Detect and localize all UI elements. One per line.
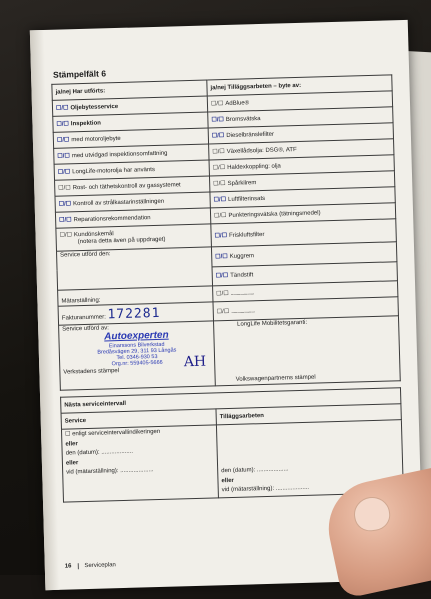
item-label: Växellådsolja: DSG®, ATF bbox=[226, 147, 297, 155]
footer-label: Serviceplan bbox=[84, 562, 116, 570]
item-label: .................... bbox=[231, 307, 255, 315]
page-footer bbox=[65, 562, 116, 569]
item-label: Dieselbränslefilter bbox=[226, 131, 275, 139]
next-service-col-left: Service bbox=[61, 409, 216, 429]
item-label: med motoroljebyte bbox=[71, 135, 121, 144]
checkbox-pair[interactable]: ☐/☐ bbox=[59, 232, 73, 240]
checkbox-pair[interactable]: ☐/☐ bbox=[210, 101, 224, 108]
checkbox-pair[interactable]: ☐/☐ bbox=[211, 133, 225, 140]
next-line[interactable]: den (datum): ................... bbox=[221, 466, 289, 475]
item-label: Bromsvätska bbox=[225, 116, 261, 123]
item-label: Spårkilrem bbox=[227, 180, 257, 187]
next-service-table bbox=[60, 387, 404, 502]
stamp-org: Org.nr: 559405-5666 bbox=[111, 360, 163, 368]
item-label: Inspektion bbox=[70, 120, 101, 128]
checkbox-pair[interactable]: ☐/☐ bbox=[214, 232, 228, 239]
checkbox-pair[interactable]: ☐/☐ bbox=[213, 197, 227, 204]
workshop-stamp-label: Verkstadens stämpel bbox=[63, 367, 120, 376]
page-content bbox=[51, 60, 403, 502]
checkbox-pair[interactable]: ☐/☐ bbox=[213, 181, 226, 188]
checkbox-pair[interactable]: ☐/☐ bbox=[211, 117, 224, 124]
item-label: LongLife-motorolja har använts bbox=[72, 166, 156, 176]
item-sublabel: (notera detta även på uppdraget) bbox=[77, 236, 166, 246]
next-line[interactable]: ☐ enligt serviceintervallindikeringen bbox=[65, 428, 161, 438]
right-header: ja/nej Tilläggsarbeten – byte av: bbox=[207, 75, 392, 96]
stamp-phone: Tel. 0346-930 53 bbox=[116, 354, 158, 362]
vw-stamp-label: Volkswagenpartnerns stämpel bbox=[235, 374, 316, 383]
table-row bbox=[59, 316, 401, 390]
item-label: Punkteringsvätska (tätningsmedel) bbox=[228, 210, 321, 219]
item-label: Oljebytesservice bbox=[70, 103, 119, 112]
checkbox-pair[interactable]: ☐/☐ bbox=[216, 290, 229, 298]
odometer-label: Mätarställning: bbox=[61, 297, 101, 305]
handwritten-initials: AH bbox=[183, 353, 207, 371]
checkbox-pair[interactable]: ☐/☐ bbox=[55, 105, 69, 112]
item-label: Haldexkoppling: olja bbox=[227, 163, 281, 171]
item-label: Kontroll av strålkastarinställningen bbox=[73, 198, 165, 208]
invoice-number: 172281 bbox=[107, 305, 161, 322]
item-label: Tändstift bbox=[230, 272, 254, 280]
item-label: Luftfilterinsats bbox=[227, 195, 266, 203]
next-line: eller bbox=[221, 477, 234, 485]
workshop-stamp-cell bbox=[59, 321, 216, 390]
next-line[interactable]: vid (mätarställning): .................... bbox=[221, 485, 310, 494]
item-label: AdBlue® bbox=[225, 100, 250, 107]
checkbox-pair[interactable]: ☐/☐ bbox=[212, 149, 225, 156]
next-line[interactable]: vid (mätarställning): .................... bbox=[66, 467, 154, 476]
next-line: eller bbox=[65, 440, 78, 448]
checkbox-pair[interactable]: ☐/☐ bbox=[214, 213, 227, 220]
next-line: eller bbox=[65, 460, 79, 467]
stamp-name: Einarssons Bilverkstad bbox=[108, 341, 165, 349]
stamp-logo: Autoexperten bbox=[104, 329, 169, 343]
item-label: Friskluftsfilter bbox=[228, 231, 265, 239]
stamp-address: Bredåsvägen 29, 311 93 Långås bbox=[97, 347, 177, 356]
checkbox-pair[interactable]: ☐/☐ bbox=[58, 185, 71, 192]
item-label: .................... bbox=[230, 290, 255, 297]
service-date-label: Service utförd den: bbox=[60, 251, 111, 259]
page-number: 16 bbox=[65, 563, 79, 569]
checkbox-pair[interactable]: ☐/☐ bbox=[59, 217, 72, 224]
service-by-label: Service utförd av: bbox=[62, 325, 109, 333]
checkbox-pair[interactable]: ☐/☐ bbox=[216, 308, 230, 315]
checkbox-pair[interactable]: ☐/☐ bbox=[58, 201, 72, 208]
item-label: Kuggrem bbox=[229, 252, 255, 260]
checkbox-pair[interactable]: ☐/☐ bbox=[56, 137, 70, 144]
left-header: ja/nej Har utförts: bbox=[52, 80, 207, 100]
item-label: med utvidgad inspektionsomfattning bbox=[71, 150, 168, 160]
item-label: Kundönskemål bbox=[73, 231, 114, 239]
invoice-label: Fakturanummer: bbox=[61, 313, 106, 322]
checkbox-pair[interactable]: ☐/☐ bbox=[57, 153, 70, 160]
item-label: Reparationsrekommendation bbox=[73, 215, 151, 224]
next-service-col-right: Tilläggsarbeten bbox=[216, 404, 401, 425]
next-service-left bbox=[61, 425, 218, 502]
checkbox-pair[interactable]: ☐/☐ bbox=[215, 253, 228, 261]
stamp-field-table bbox=[51, 74, 400, 390]
vw-stamp-cell bbox=[214, 316, 401, 386]
section-title: Stämpelfält 6 bbox=[52, 68, 107, 80]
item-label: Rost- och täthetskontroll av gassystemet bbox=[72, 182, 181, 192]
checkbox-pair[interactable]: ☐/☐ bbox=[56, 121, 69, 128]
longlife-label: LongLife Mobilitetsgaranti: bbox=[237, 319, 308, 328]
next-line[interactable]: den (datum): ................... bbox=[65, 448, 134, 457]
next-service-title: Nästa serviceintervall bbox=[61, 388, 401, 413]
checkbox-pair[interactable]: ☐/☐ bbox=[212, 165, 226, 172]
checkbox-pair[interactable]: ☐/☐ bbox=[215, 273, 229, 280]
checkbox-pair[interactable]: ☐/☐ bbox=[57, 169, 71, 176]
